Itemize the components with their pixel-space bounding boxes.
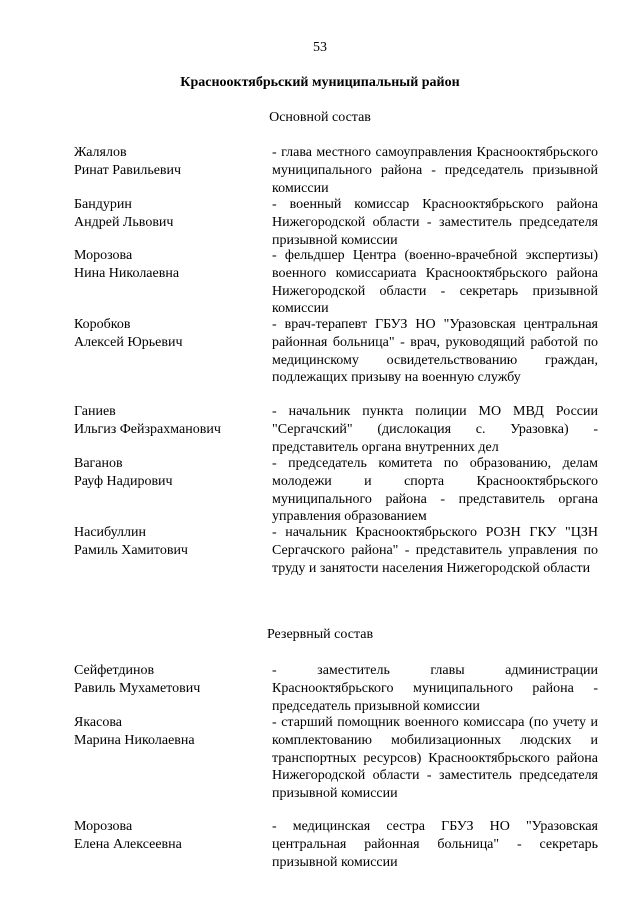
member-name	[74, 316, 272, 387]
member-name	[74, 524, 272, 577]
section-heading-main: Основной состав	[269, 110, 371, 125]
member-entry	[74, 455, 598, 526]
member-surname: Насибуллин	[74, 525, 146, 540]
member-entry	[74, 662, 598, 715]
member-name	[74, 818, 272, 871]
member-surname: Морозова	[74, 819, 133, 834]
member-entry	[74, 403, 598, 456]
member-surname: Коробков	[74, 317, 131, 332]
member-entry	[74, 714, 598, 803]
page-number: 53	[313, 40, 327, 55]
member-entry	[74, 818, 598, 871]
member-given-name: Ринат Равильевич	[74, 162, 182, 178]
member-entry	[74, 196, 598, 249]
member-role: - фельдшер Центра (военно-врачебной экспертизы) военного комиссариата Краснооктябрьского района Нижегородской области - секретарь призывной комиссии	[272, 248, 598, 317]
member-given-name: Ильгиз Фейзрахманович	[74, 421, 221, 437]
member-given-name: Равиль Мухаметович	[74, 680, 201, 696]
member-given-name: Рамиль Хамитович	[74, 542, 188, 558]
member-name	[74, 247, 272, 318]
section-heading-reserve: Резервный состав	[266, 627, 374, 642]
member-name	[74, 196, 272, 249]
member-surname: Жалялов	[74, 145, 127, 160]
member-role: - начальник пункта полиции МО МВД России "Сергачский" (дислокация с. Уразовка) - представитель органа внутренних дел	[272, 404, 598, 455]
member-surname: Ганиев	[74, 404, 116, 419]
document-title: Краснооктябрьский муниципальный район	[180, 75, 460, 90]
member-role: - начальник Краснооктябрьского РОЗН ГКУ "ЦЗН Сергачского района" - представитель управления по труду и занятости населения Нижегородской области	[272, 525, 598, 576]
member-given-name: Рауф Надирович	[74, 473, 173, 489]
member-role: - медицинская сестра ГБУЗ НО "Уразовская центральная районная больница" - секретарь призывной комиссии	[272, 819, 598, 870]
member-role: - заместитель главы администрации Краснооктябрьского муниципального района - председатель призывной комиссии	[272, 663, 598, 714]
member-role: - врач-терапевт ГБУЗ НО "Уразовская центральная районная больница" - врач, руководящий работой по медицинскому освидетельствованию граждан, подлежащих призыву на военную службу	[272, 317, 598, 386]
member-role: - председатель комитета по образованию, делам молодежи и спорта Краснооктябрьского муниципального района - представитель органа управления образованием	[272, 456, 598, 525]
member-surname: Сейфетдинов	[74, 663, 155, 678]
member-name	[74, 714, 272, 803]
member-name	[74, 403, 272, 456]
member-role: - военный комиссар Краснооктябрьского района Нижегородской области - заместитель председателя призывной комиссии	[272, 197, 598, 248]
member-given-name: Елена Алексеевна	[74, 836, 182, 852]
member-entry	[74, 247, 598, 318]
member-surname: Морозова	[74, 248, 133, 263]
member-entry	[74, 524, 598, 577]
member-surname: Бандурин	[74, 197, 132, 212]
member-role: - старший помощник военного комиссара (по учету и комплектованию мобилизационных людских и транспортных ресурсов) Краснооктябрьского района Нижегородской области - заместитель председателя призывной комиссии	[272, 715, 598, 802]
member-given-name: Нина Николаевна	[74, 265, 180, 281]
member-name	[74, 455, 272, 526]
member-surname: Якасова	[74, 715, 122, 730]
member-name	[74, 144, 272, 197]
member-entry	[74, 316, 598, 387]
member-role: - глава местного самоуправления Краснооктябрьского муниципального района - председатель призывной комиссии	[272, 145, 598, 196]
member-name	[74, 662, 272, 715]
member-given-name: Марина Николаевна	[74, 732, 195, 748]
member-given-name: Андрей Львович	[74, 214, 174, 230]
member-entry	[74, 144, 598, 197]
member-given-name: Алексей Юрьевич	[74, 334, 183, 350]
member-surname: Ваганов	[74, 456, 123, 471]
